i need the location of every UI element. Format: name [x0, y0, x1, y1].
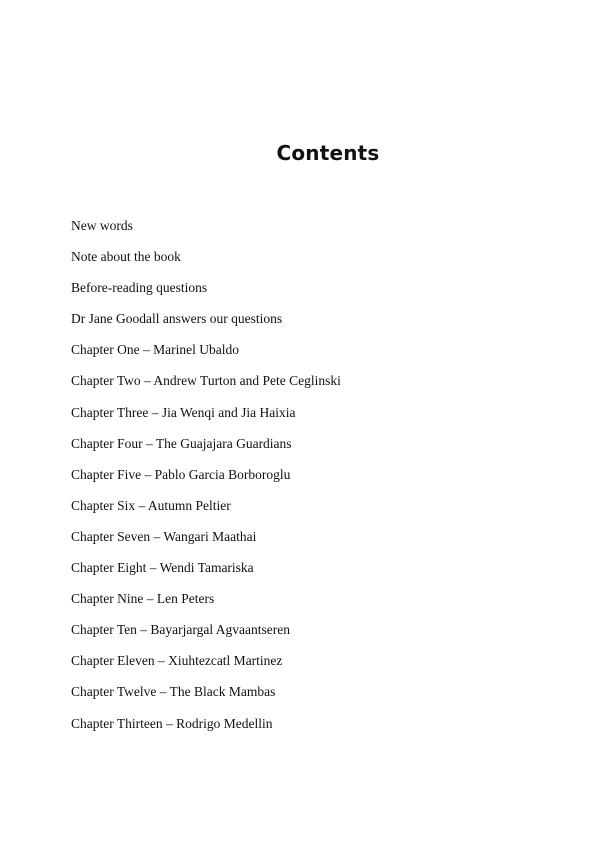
toc-entry: Chapter Three – Jia Wenqi and Jia Haixia [71, 404, 296, 420]
toc-entry: Chapter Thirteen – Rodrigo Medellin [71, 715, 273, 731]
toc-entry: Chapter Seven – Wangari Maathai [71, 528, 257, 544]
toc-entry: New words [71, 218, 133, 233]
toc-entry: Note about the book [71, 249, 181, 265]
toc-entry: Chapter Four – The Guajajara Guardians [71, 435, 292, 451]
page-title: Contents [276, 141, 380, 165]
toc-entry: Chapter Twelve – The Black Mambas [71, 684, 276, 700]
toc-entry: Chapter Nine – Len Peters [71, 591, 215, 607]
toc-entry: Chapter Six – Autumn Peltier [71, 497, 231, 513]
toc-entry: Chapter Two – Andrew Turton and Pete Ceglinski [71, 373, 341, 389]
toc-entry: Chapter Eight – Wendi Tamariska [71, 560, 254, 576]
toc-entry: Dr Jane Goodall answers our questions [71, 311, 283, 327]
toc-entry: Chapter Ten – Bayarjargal Agvaantseren [71, 622, 290, 638]
toc-entry: Chapter Eleven – Xiuhtezcatl Martinez [71, 653, 283, 669]
toc-entry: Before-reading questions [71, 280, 208, 296]
toc-entry: Chapter One – Marinel Ubaldo [71, 342, 239, 358]
table-of-contents [71, 216, 341, 745]
toc-entry: Chapter Five – Pablo Garcia Borboroglu [71, 466, 291, 482]
